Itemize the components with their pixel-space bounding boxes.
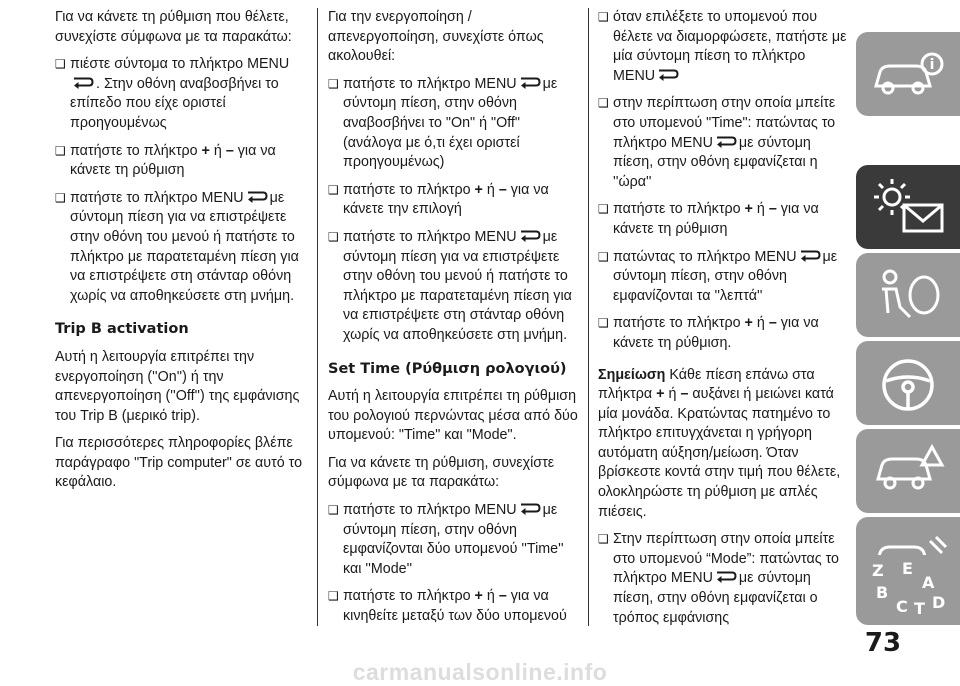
tab-starting-driving[interactable] — [856, 341, 960, 425]
svg-text:E: E — [902, 559, 913, 578]
section-heading: Trip B activation — [55, 321, 189, 338]
paragraph: Για περισσότερες πληροφορίες βλέπε παράγραφο "Trip computer" σε αυτό το κεφάλαιο. — [55, 435, 303, 491]
column-divider — [588, 8, 589, 626]
svg-text:Z: Z — [872, 561, 884, 580]
svg-text:D: D — [932, 593, 946, 612]
menu-return-arrow-icon — [519, 230, 541, 242]
column-divider — [317, 8, 318, 626]
list-item: ❑ πατήστε το πλήκτρο + ή – για να κάνετε τη ρύθμιση — [55, 142, 307, 181]
svg-text:C: C — [896, 597, 908, 616]
menu-return-arrow-icon — [657, 69, 679, 81]
list-item: ❑ πιέστε σύντομα το πλήκτρο MENU . Στην οθόνη αναβοσβήνει το επίπεδο που είχε οριστεί προηγουμένως — [55, 55, 307, 133]
page-number: 73 — [864, 628, 902, 658]
list-item: ❑ πατήστε το πλήκτρο MENU με σύντομη πίεση, στην οθόνη αναβοσβήνει το "On" ή "Off" (ανάλογα με ό,τι έχει οριστεί προηγουμένως) — [328, 75, 580, 173]
car-breakdown-icon — [866, 439, 950, 503]
column-2 — [328, 8, 580, 635]
svg-text:A: A — [922, 573, 935, 592]
paragraph: Για να κάνετε τη ρύθμιση, συνεχίστε σύμφωνα με τα παρακάτω: — [328, 454, 555, 491]
tab-index[interactable] — [856, 555, 960, 625]
list-item: ❑ πατήστε το πλήκτρο + ή – για να κάνετε τη ρύθμιση — [598, 200, 848, 239]
tab-emergency[interactable] — [856, 429, 960, 513]
svg-text:B: B — [876, 583, 889, 602]
menu-return-arrow-icon — [72, 77, 94, 89]
list-item: ❑ στην περίπτωση στην οποία μπείτε στο υπομενού "Time": πατώντας το πλήκτρο MENU με σύντομη πίεση, στην οθόνη εμφανίζεται η ''ώρα'' — [598, 94, 848, 192]
menu-return-arrow-icon — [519, 77, 541, 89]
svg-text:T: T — [914, 599, 925, 618]
column-1 — [55, 8, 307, 501]
note-paragraph: Σημείωση Κάθε πίεση επάνω στα πλήκτρα + ή – αυξάνει ή μειώνει κατά μία μονάδα. Κρατώντας πατημένο το πλήκτρο επιτυγχάνεται η γρήγορη αυτόματη αύξηση/μείωση. Όταν βρίσκεστε κοντά στην τιμή που θέλετε, ολοκληρώστε τη ρύθμιση με απλές πιέσεις. — [598, 366, 841, 520]
note-label: Σημείωση — [598, 366, 666, 383]
list-item: ❑ πατήστε το πλήκτρο + ή – για να κάνετε τη ρύθμιση. — [598, 314, 848, 353]
column-3 — [598, 8, 848, 636]
dashboard-light-icon — [866, 175, 950, 239]
paragraph: Αυτή η λειτουργία επιτρέπει τη ρύθμιση του ρολογιού περνώντας μέσα από δύο υπομενού: "Time" και "Mode". — [328, 388, 578, 444]
section-heading: Set Time (Ρύθμιση ρολογιού) — [328, 360, 567, 377]
index-letters-icon — [866, 558, 950, 622]
list-item: ❑ όταν επιλέξετε το υπομενού που θέλετε να διαμορφώσετε, πατήστε με μία σύντομη πίεση το πλήκτρο MENU — [598, 8, 848, 86]
chapter-tabs — [856, 0, 960, 686]
list-item: ❑ πατώντας το πλήκτρο MENU με σύντομη πίεση, στην οθόνη εμφανίζονται τα ''λεπτά'' — [598, 248, 848, 307]
menu-return-arrow-icon — [799, 250, 821, 262]
menu-return-arrow-icon — [715, 136, 737, 148]
tab-safety[interactable] — [856, 253, 960, 337]
paragraph: Για την ενεργοποίηση / απενεργοποίηση, συνεχίστε όπως ακολουθεί: — [328, 9, 544, 65]
list-item: ❑ πατήστε το πλήκτρο + ή – για να κινηθείτε μεταξύ των δύο υπομενού — [328, 587, 580, 626]
menu-return-arrow-icon — [715, 571, 737, 583]
list-item: ❑ πατήστε το πλήκτρο MENU με σύντομη πίεση, στην οθόνη εμφανίζονται δύο υπομενού ''Time'' και ''Mode'' — [328, 501, 580, 579]
tab-dashboard-lights[interactable] — [856, 165, 960, 249]
car-info-icon — [866, 42, 950, 106]
list-item: ❑ πατήστε το πλήκτρο MENU με σύντομη πίεση για να επιστρέψετε στην οθόνη του μενού ή πατήστε το πλήκτρο με παρατεταμένη πίεση για να επιστρέψετε στη στάνταρ οθόνη χωρίς να αποθηκεύσετε στη μνήμη. — [55, 189, 307, 307]
list-item: ❑ Στην περίπτωση στην οποία μπείτε στο υπομενού “Mode”: πατώντας το πλήκτρο MENU με σύντομη πίεση, στην οθόνη εμφανίζεται ο τρόπος εμφάνισης — [598, 530, 848, 628]
paragraph: Για να κάνετε τη ρύθμιση που θέλετε, συνεχίστε σύμφωνα με τα παρακάτω: — [55, 9, 292, 45]
footer-watermark: carmanualsonline.info — [352, 659, 608, 685]
paragraph: Αυτή η λειτουργία επιτρέπει την ενεργοποίηση (''On'') ή την απενεργοποίηση (''Off'') της εμφάνισης του Trip B (μερικό trip). — [55, 348, 300, 424]
menu-return-arrow-icon — [246, 191, 268, 203]
menu-return-arrow-icon — [519, 503, 541, 515]
steering-wheel-icon — [866, 351, 950, 415]
list-item: ❑ πατήστε το πλήκτρο MENU με σύντομη πίεση για να επιστρέψετε στην οθόνη του μενού ή πατήστε το πλήκτρο με παρατεταμένη πίεση για να επιστρέψετε στη στάνταρ οθόνη χωρίς να αποθηκεύσετε στη μνήμη. — [328, 228, 580, 346]
tab-car-info[interactable] — [856, 32, 960, 116]
airbag-safety-icon — [866, 263, 950, 327]
list-item: ❑ πατήστε το πλήκτρο + ή – για να κάνετε την επιλογή — [328, 181, 580, 220]
svg-text:i: i — [929, 57, 935, 73]
